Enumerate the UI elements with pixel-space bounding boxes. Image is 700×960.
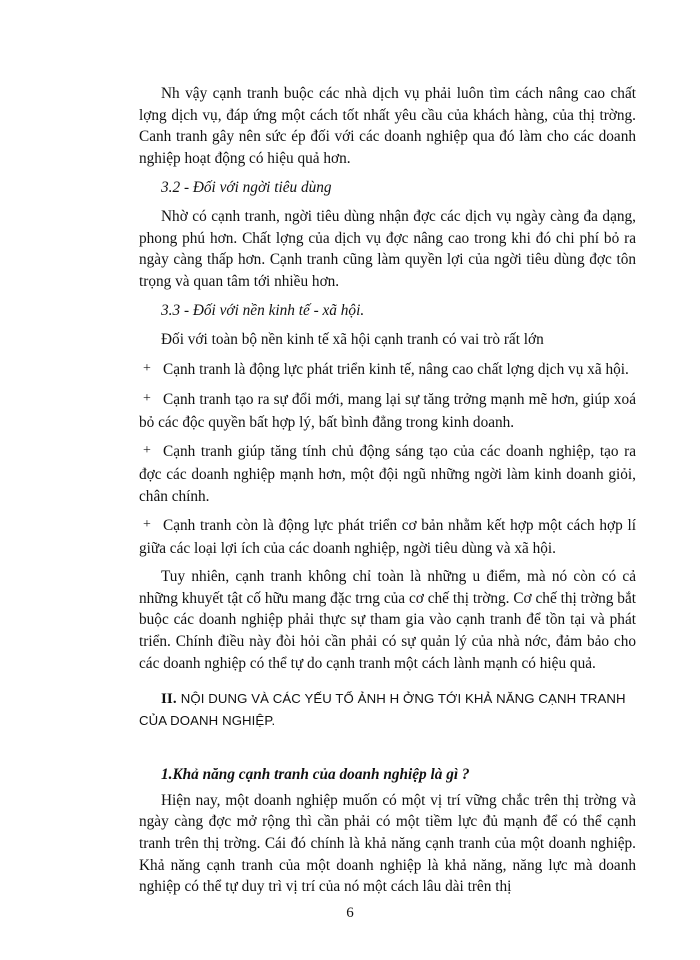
section-title-line-1: NỘI DUNG VÀ CÁC YẾU TỐ ẢNH H ỞNG TỚI KHẢ NĂNG CẠNH TRANH xyxy=(180,691,626,707)
paragraph-consumers: Nhờ có cạnh tranh, ngời tiêu dùng nhận đợc các dịch vụ ngày càng đa dạng, phong phú hơn. Chất lợng của dịch vụ đợc nâng cao trong khi đó chi phí bỏ ra ngày càng thấp hơn. Cạnh tranh cũng làm quyền lợi của ngời tiêu dùng đợc tôn trọng và quan tâm tới nhiều hơn. xyxy=(139,207,636,290)
plus-bullet-icon: + xyxy=(143,443,151,459)
plus-bullet-icon: + xyxy=(143,360,151,376)
section-title-line-2: CỦA DOANH NGHIỆP. xyxy=(139,713,276,729)
subheading-economy-society: 3.3 - Đối với nền kinh tế - xã hội. xyxy=(161,302,365,320)
question-heading: 1.Khả năng cạnh tranh của doanh nghiệp là gì ? xyxy=(161,766,470,784)
plus-bullet-icon: + xyxy=(143,391,151,407)
plus-bullet-icon: + xyxy=(143,517,151,533)
section-title-ii xyxy=(139,688,636,731)
list-item xyxy=(139,515,636,559)
paragraph-economy-intro: Đối với toàn bộ nền kinh tế xã hội cạnh tranh có vai trò rất lớn xyxy=(161,330,544,348)
paragraph-competitiveness-definition: Hiện nay, một doanh nghiệp muốn có một vị trí vững chắc trên thị trờng và ngày càng đợc mở rộng thì cần phải có một tiềm lực đủ mạnh để có thể cạnh tranh trên thị trờng. Cái đó chính là khả năng cạnh tranh của một doanh nghiệp. Khả năng cạnh tranh của một doanh nghiệp là khả năng, năng lực mà doanh nghiệp có thể tự duy trì vị trí của nó một cách lâu dài trên thị xyxy=(139,791,636,896)
page-number: 6 xyxy=(346,905,354,921)
subheading-consumers: 3.2 - Đối với ngời tiêu dùng xyxy=(161,179,332,197)
list-item xyxy=(139,389,636,433)
list-item-text: Cạnh tranh giúp tăng tính chủ động sáng tạo của các doanh nghiệp, tạo ra đợc các doanh nghiệp mạnh hơn, một đội ngũ những ngời làm kinh doanh giỏi, chân chính. xyxy=(139,443,636,505)
list-item-text: Cạnh tranh là động lực phát triển kinh tế, nâng cao chất lợng dịch vụ xã hội. xyxy=(163,360,629,378)
section-number: II. xyxy=(161,691,177,708)
paragraph-drawbacks: Tuy nhiên, cạnh tranh không chỉ toàn là những u điểm, mà nó còn có cả những khuyết tật cố hữu mang đặc trng của cơ chế thị trờng. Cơ chế thị trờng bắt buộc các doanh nghiệp phải thực sự tham gia vào cạnh tranh để tồn tại và phát triển. Chính điều này đòi hỏi cần phải có sự quản lý của nhà nớc, đảm bảo cho các doanh nghiệp có thể tự do cạnh tranh một cách lành mạnh có hiệu quả. xyxy=(139,568,636,672)
page-body xyxy=(139,83,636,898)
list-item xyxy=(139,441,636,507)
list-item-text: Cạnh tranh tạo ra sự đổi mới, mang lại sự tăng trởng mạnh mẽ hơn, giúp xoá bỏ các độc quyền bất hợp lý, bất bình đẳng trong kinh doanh. xyxy=(139,391,636,431)
paragraph-competition-services: Nh vậy cạnh tranh buộc các nhà dịch vụ phải luôn tìm cách nâng cao chất lợng dịch vụ, đáp ứng một cách tốt nhất yêu cầu của khách hàng, của thị trờng. Canh tranh gây nên sức ép đối với các doanh nghiệp qua đó làm cho các doanh nghiệp hoạt động có hiệu quả hơn. xyxy=(139,85,636,167)
list-item-text: Cạnh tranh còn là động lực phát triển cơ bản nhằm kết hợp một cách hợp lí giữa các loại lợi ích của các doanh nghiệp, ngời tiêu dùng và xã hội. xyxy=(139,517,636,557)
list-item xyxy=(139,359,636,382)
